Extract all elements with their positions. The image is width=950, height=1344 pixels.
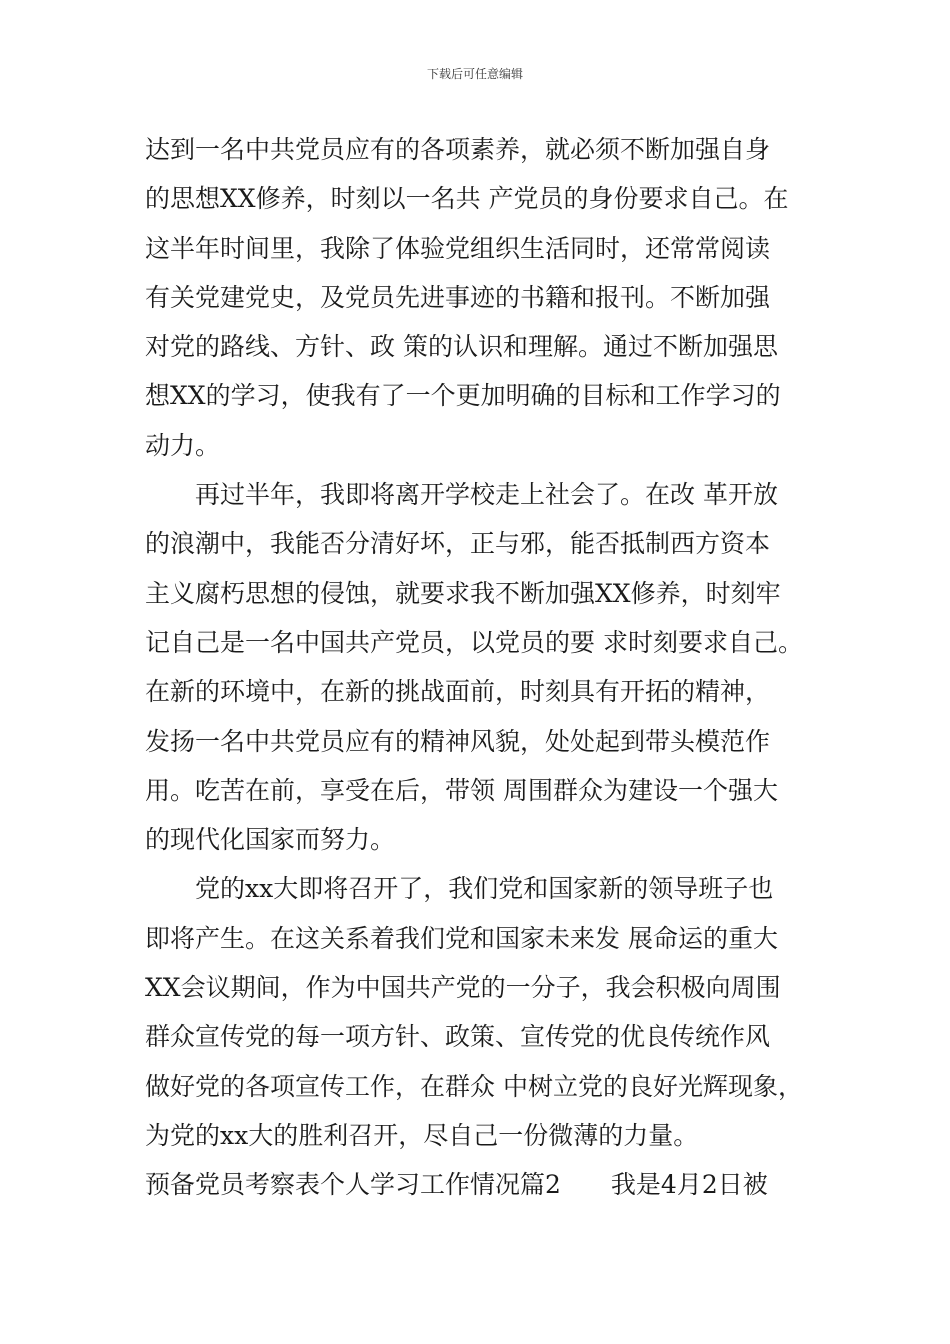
text-line: 有关党建党史，及党员先进事迹的书籍和报刊。不断加强 [145,282,771,312]
paragraph-start-line: 再过半年，我即将离开学校走上社会了。在改 革开放 [195,480,778,510]
text-line: 想XX的学习，使我有了一个更加明确的目标和工作学习的 [145,381,781,411]
text-line: 这半年时间里，我除了体验党组织生活同时，还常常阅读 [145,233,771,263]
text-line: 即将产生。在这关系着我们党和国家未来发 展命运的重大 [145,923,778,953]
text-line: 的思想XX修养，时刻以一名共 产党员的身份要求自己。在 [145,184,789,214]
text-line: 群众宣传党的每一项方针、政策、宣传党的优良传统作风 [145,1022,771,1052]
page-header: 下载后可任意编辑 [426,67,523,81]
text-line: 做好党的各项宣传工作，在群众 中树立党的良好光辉现象， [145,1071,803,1101]
text-line: 达到一名中共党员应有的各项素养，就必须不断加强自身 [145,135,771,164]
text-line: 的浪潮中，我能否分清好坏，正与邪，能否抵制西方资本 [145,529,771,559]
text-line: 发扬一名中共党员应有的精神风貌，处处起到带头模范作 [145,726,771,756]
document-body [145,125,815,1210]
text-line: 在新的环境中，在新的挑战面前，时刻具有开拓的精神， [145,677,771,707]
text-line: 用。吃苦在前，享受在后，带领 周围群众为建设一个强大 [145,775,778,805]
text-line: 动力。 [145,430,221,460]
text-line: 对党的路线、方针、政 策的认识和理解。通过不断加强思 [145,332,778,362]
text-line: 主义腐朽思想的侵蚀，就要求我不断加强XX修养，时刻牢 [145,578,781,608]
section-title-line: 预备党员考察表个人学习工作情况篇2 我是4月2日被 [145,1170,768,1200]
text-line: 为党的xx大的胜利召开，尽自己一份微薄的力量。 [145,1120,699,1150]
text-line: XX会议期间，作为中国共产党的一分子，我会积极向周围 [145,973,781,1003]
paragraph-start-line: 党的xx大即将召开了，我们党和国家新的领导班子也 [195,874,774,904]
text-line: 的现代化国家而努力。 [145,825,396,855]
text-line: 记自己是一名中国共产党员，以党员的要 求时刻要求自己。 [145,627,803,657]
